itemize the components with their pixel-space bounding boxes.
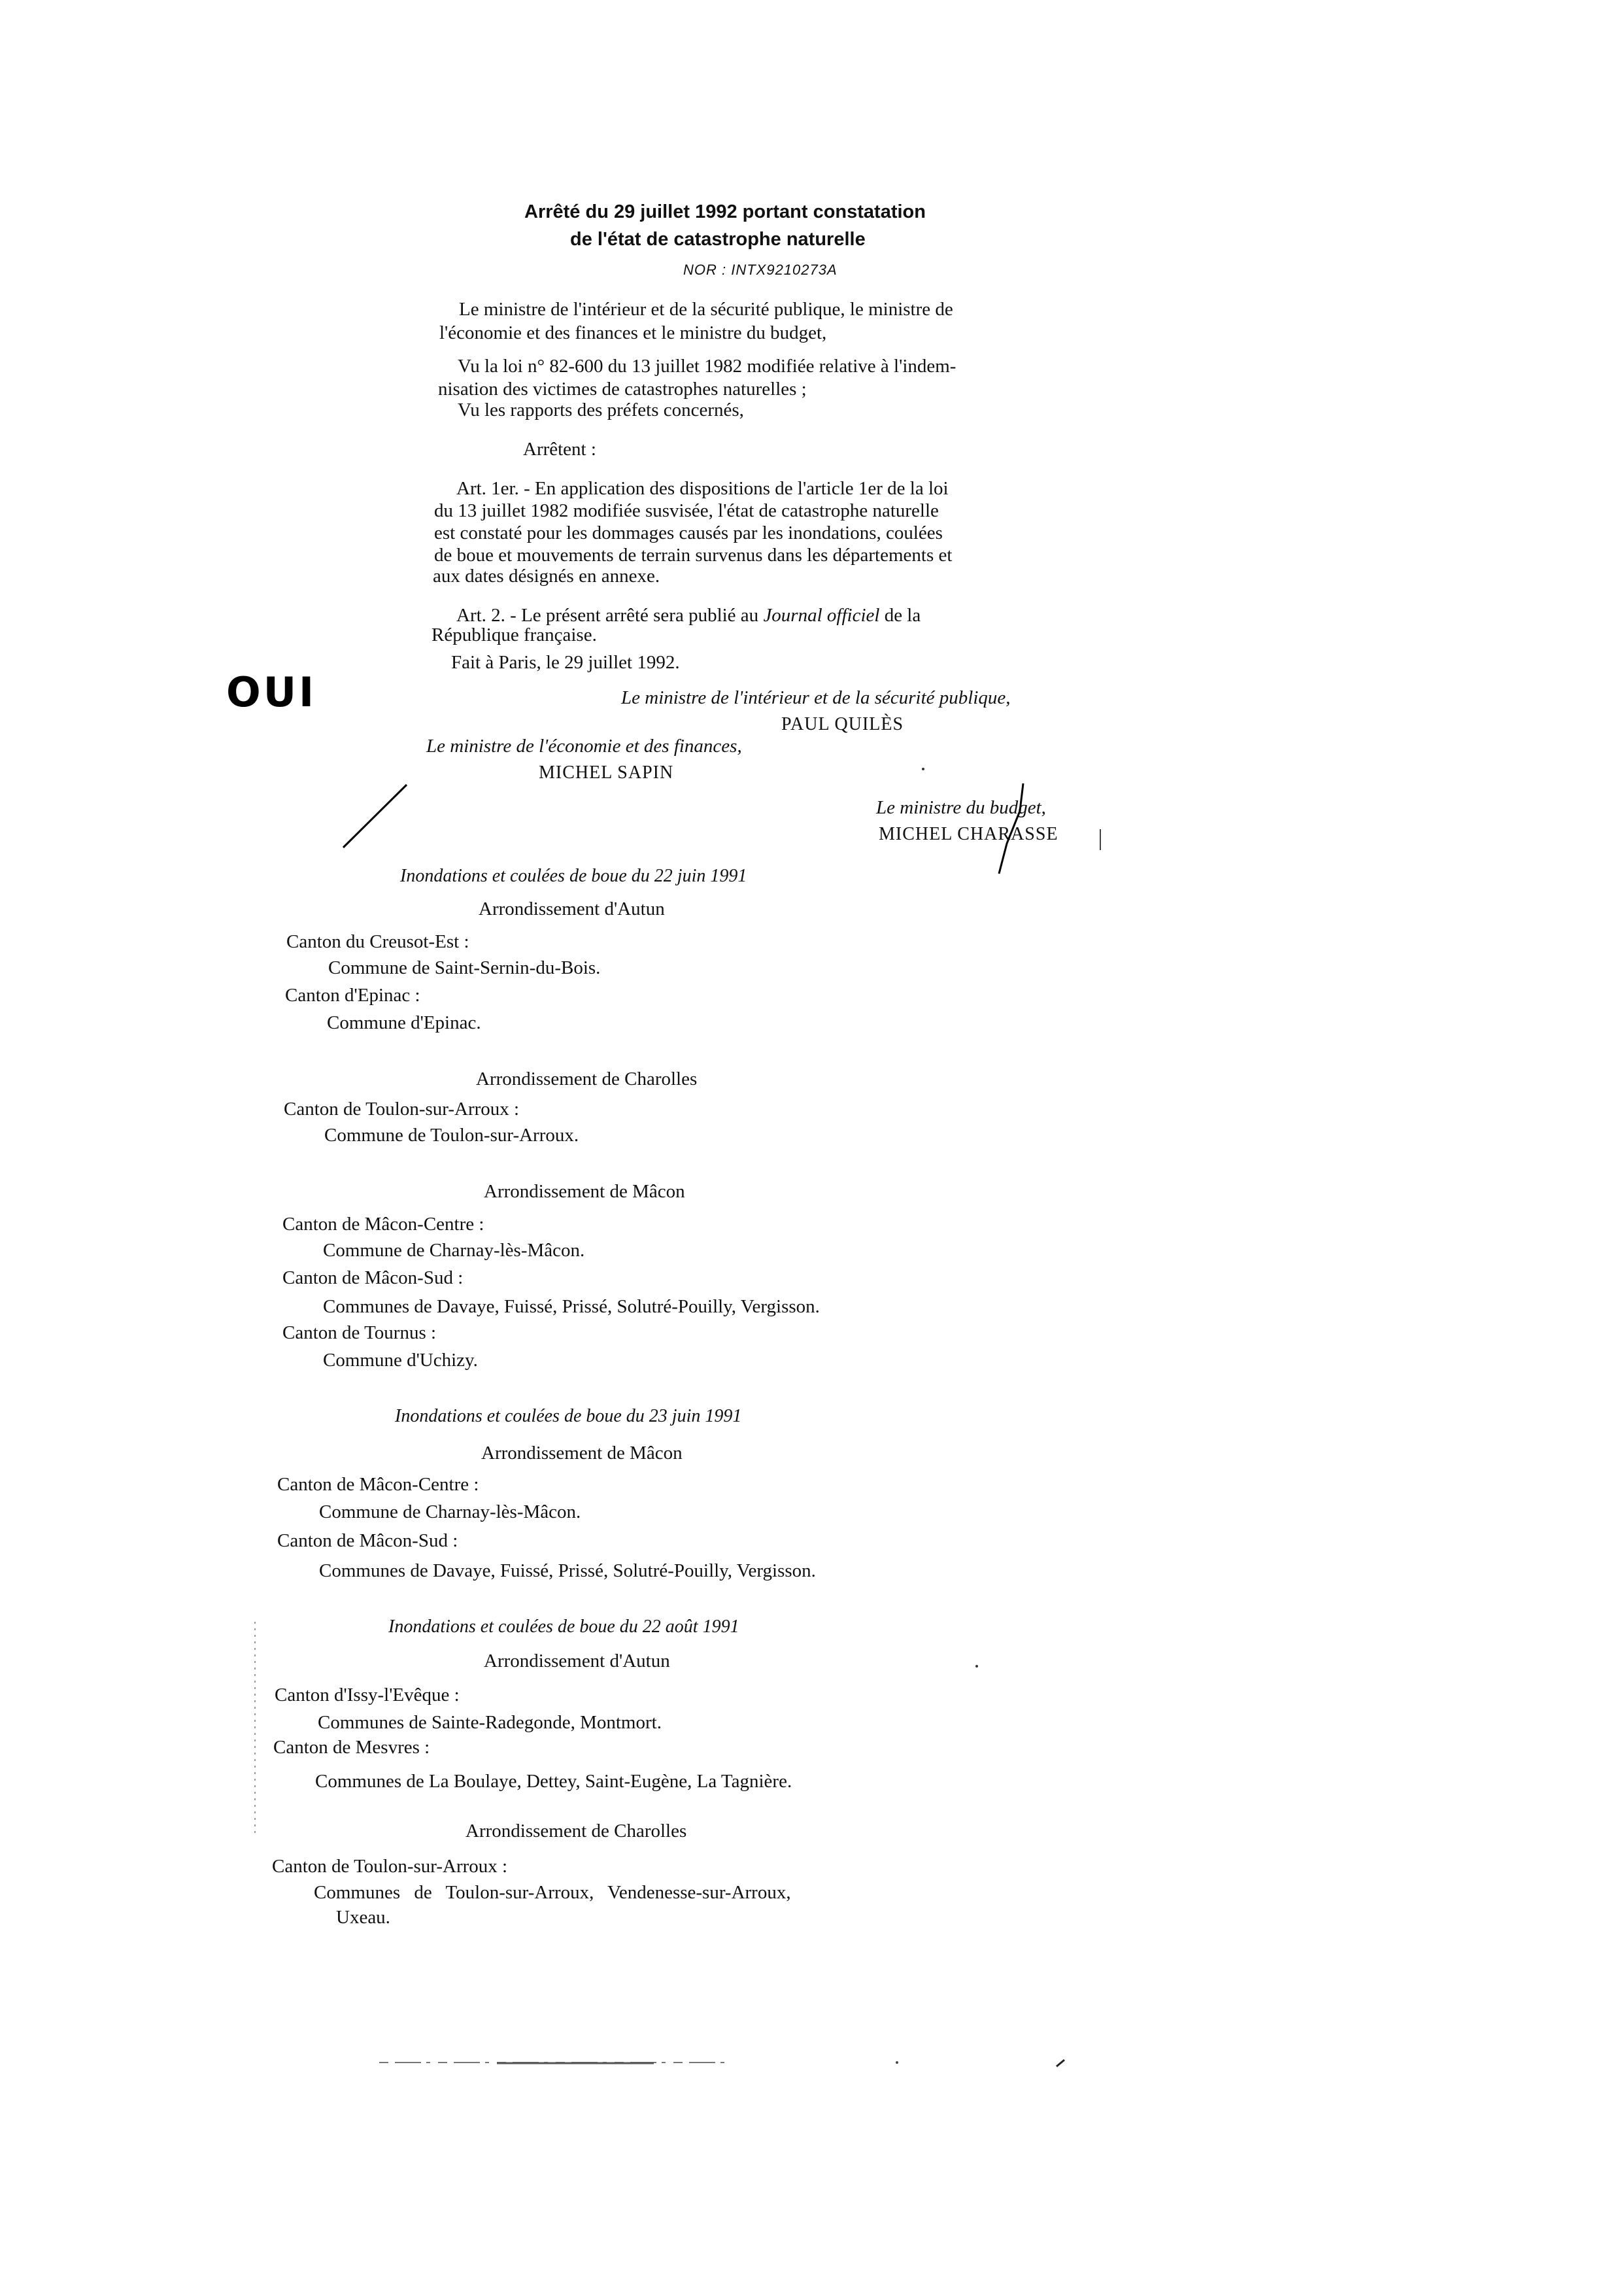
canton-line: Canton de Mâcon-Sud : <box>282 1267 464 1288</box>
art1-line-5: aux dates désignés en annexe. <box>433 566 660 587</box>
preamble-line-5: Vu les rapports des préfets concernés, <box>458 400 744 420</box>
section-heading-23-juin: Inondations et coulées de boue du 23 juin 1991 <box>395 1406 742 1426</box>
commune-line: Communes de Davaye, Fuissé, Prissé, Solutré-Pouilly, Vergisson. <box>319 1560 816 1581</box>
title-line-2: de l'état de catastrophe naturelle <box>570 229 866 250</box>
section-heading-22-aout: Inondations et coulées de boue du 22 août 1991 <box>388 1617 739 1637</box>
signatory-interieur-name: PAUL QUILÈS <box>781 714 904 734</box>
handwritten-oui: OUI <box>226 668 317 716</box>
canton-line: Canton de Toulon-sur-Arroux : <box>272 1856 508 1877</box>
canton-line: Canton de Tournus : <box>282 1322 437 1343</box>
commune-line: Communes de Toulon-sur-Arroux, Vendenesse-sur-Arroux, <box>314 1882 791 1903</box>
canton-line: Canton d'Epinac : <box>285 985 420 1006</box>
commune-line: Commune d'Uchizy. <box>323 1350 478 1371</box>
arrondissement-macon-2: Arrondissement de Mâcon <box>481 1443 683 1464</box>
arrondissement-charolles-2: Arrondissement de Charolles <box>465 1821 687 1841</box>
canton-line: Canton du Creusot-Est : <box>286 931 469 952</box>
signatory-economie-title: Le ministre de l'économie et des finances, <box>426 736 742 757</box>
speck <box>896 2061 898 2064</box>
canton-line: Canton de Mâcon-Centre : <box>277 1474 479 1495</box>
art1-line-2: du 13 juillet 1982 modifiée susvisée, l'état de catastrophe naturelle <box>434 500 939 521</box>
arrondissement-autun-2: Arrondissement d'Autun <box>484 1651 670 1671</box>
canton-line: Canton de Mesvres : <box>273 1737 430 1758</box>
art2-line-2: République française. <box>431 625 597 645</box>
canton-line: Canton de Mâcon-Sud : <box>277 1530 458 1551</box>
art2-journal: Journal officiel <box>763 605 880 626</box>
section-heading-22-juin: Inondations et coulées de boue du 22 juin 1991 <box>400 866 747 886</box>
signatory-budget-title: Le ministre du budget, <box>876 797 1046 818</box>
title-line-1: Arrêté du 29 juillet 1992 portant constatation <box>524 201 926 222</box>
arrondissement-autun-1: Arrondissement d'Autun <box>479 899 665 919</box>
art1-line-4: de boue et mouvements de terrain survenus dans les départements et <box>434 545 953 566</box>
commune-line: Communes de Sainte-Radegonde, Montmort. <box>318 1712 662 1733</box>
canton-line: Canton de Toulon-sur-Arroux : <box>284 1099 520 1120</box>
signatory-interieur-title: Le ministre de l'intérieur et de la sécurité publique, <box>621 687 1011 708</box>
commune-line: Commune de Charnay-lès-Mâcon. <box>323 1240 585 1261</box>
art1-line-1: Art. 1er. - En application des dispositions de l'article 1er de la loi <box>456 478 949 499</box>
pen-slash-stroke <box>343 785 407 847</box>
commune-line: Communes de Davaye, Fuissé, Prissé, Solutré-Pouilly, Vergisson. <box>323 1296 820 1317</box>
pen-tick <box>1057 2060 1064 2066</box>
commune-line: Commune de Toulon-sur-Arroux. <box>324 1125 579 1146</box>
commune-line: Commune de Charnay-lès-Mâcon. <box>319 1501 581 1522</box>
commune-line: Uxeau. <box>336 1907 390 1928</box>
pen-signature-stroke <box>999 783 1023 874</box>
preamble-line-2: l'économie et des finances et le ministre du budget, <box>439 322 827 343</box>
preamble-line-4: nisation des victimes de catastrophes naturelles ; <box>438 379 807 400</box>
commune-line: Commune d'Epinac. <box>327 1012 481 1033</box>
speck <box>975 1665 978 1668</box>
art2-text-a: Art. 2. - Le présent arrêté sera publié au <box>456 605 759 626</box>
art1-line-3: est constaté pour les dommages causés par les inondations, coulées <box>434 522 943 543</box>
commune-line: Commune de Saint-Sernin-du-Bois. <box>328 957 601 978</box>
commune-line: Communes de La Boulaye, Dettey, Saint-Eugène, La Tagnière. <box>315 1771 792 1792</box>
speck <box>922 768 924 770</box>
preamble-line-3: Vu la loi n° 82-600 du 13 juillet 1982 modifiée relative à l'indem- <box>458 356 956 377</box>
canton-line: Canton d'Issy-l'Evêque : <box>275 1685 460 1705</box>
signatory-budget-name: MICHEL CHARASSE <box>879 824 1058 844</box>
arrondissement-charolles-1: Arrondissement de Charolles <box>476 1069 698 1089</box>
signatory-economie-name: MICHEL SAPIN <box>539 762 674 783</box>
arrondissement-macon-1: Arrondissement de Mâcon <box>484 1181 685 1202</box>
art2-text-c: de la <box>884 605 921 626</box>
nor-reference: NOR : INTX9210273A <box>683 262 837 278</box>
arretent: Arrêtent : <box>523 439 596 460</box>
preamble-line-1: Le ministre de l'intérieur et de la sécurité publique, le ministre de <box>459 299 953 320</box>
canton-line: Canton de Mâcon-Centre : <box>282 1214 484 1235</box>
fait-a-paris: Fait à Paris, le 29 juillet 1992. <box>451 652 680 673</box>
